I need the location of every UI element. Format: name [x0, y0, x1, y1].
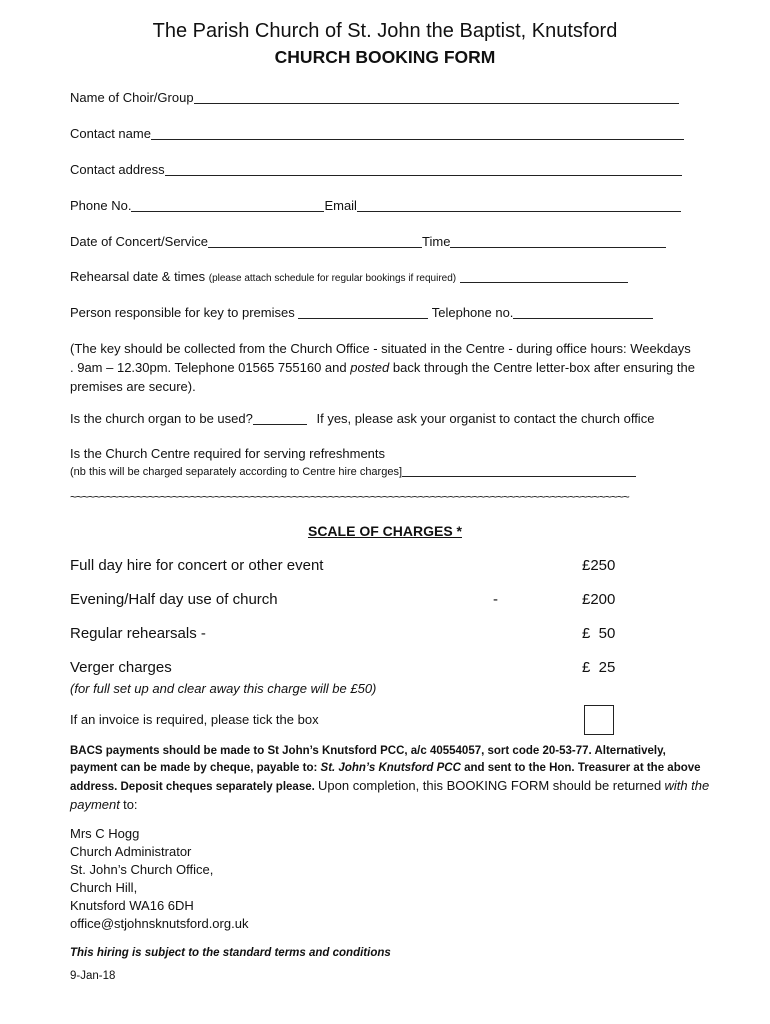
choir-group-field: [70, 90, 679, 105]
date-input[interactable]: [208, 234, 422, 248]
phone-label: Phone No.: [70, 198, 132, 213]
telephone-label: Telephone no.: [431, 305, 514, 320]
centre-note: (nb this will be charged separately according to Centre hire charges]: [70, 466, 403, 478]
address-line: St. John’s Church Office,: [70, 862, 214, 877]
choir-group-input[interactable]: [194, 90, 679, 104]
key-collection-note: (The key should be collected from the Church Office - situated in the Centre - during office hours: Weekdays . 9am – 12.30pm. Telephone 01565 755160 and posted back through the Centre letter-box after ensuring the premises are secure).: [70, 341, 695, 394]
contact-address-input[interactable]: [165, 162, 682, 176]
date-time-field: [70, 234, 666, 249]
time-label: Time: [422, 234, 451, 249]
address-line: Church Hill,: [70, 880, 138, 895]
form-title: CHURCH BOOKING FORM: [274, 47, 496, 67]
key-person-field: [70, 305, 653, 320]
contact-name-input[interactable]: [151, 126, 684, 140]
charge-price-evening: £200: [582, 591, 616, 608]
contact-address-label: Contact address: [70, 162, 165, 177]
choir-group-label: Name of Choir/Group: [70, 90, 194, 105]
verger-note: (for full set up and clear away this charge will be £50): [70, 681, 377, 696]
phone-email-field: [70, 198, 681, 213]
organ-followup: If yes, please ask your organist to contact the church office: [316, 411, 655, 426]
form-date: 9-Jan-18: [70, 970, 116, 982]
contact-address-field: [70, 162, 682, 177]
charge-dash-evening: -: [493, 591, 498, 608]
separator: ~~~~~~~~~~~~~~~~~~~~~~~~~~~~~~~~~~~~~~~~~~~~~~~~~~~~~~~~~~~~~~~~~~~~~~~~~~~~~~~~~~~~~~~~~~~~~: [70, 490, 629, 504]
phone-input[interactable]: [131, 198, 324, 212]
organ-question: [70, 411, 654, 426]
organ-label: Is the church organ to be used?: [70, 411, 253, 426]
address-line: Mrs C Hogg: [70, 826, 140, 841]
charge-price-full-day: £250: [582, 557, 616, 574]
key-person-label: Person responsible for key to premises: [70, 305, 295, 320]
centre-input[interactable]: [402, 465, 636, 477]
church-name: The Parish Church of St. John the Baptist, Knutsford: [152, 20, 618, 42]
organ-input[interactable]: [253, 411, 307, 425]
bacs-payment-info: BACS payments should be made to St John’s Knutsford PCC, a/c 40554057, sort code 20-53-77. Alternatively, payment can be made by cheque, payable to: St. John’s Knutsford PCC and sent to the Hon. Treasurer at the above address. Deposit cheques separately please. Upon completion, this BOOKING FORM should be returned with the payment to:: [70, 745, 710, 812]
rehearsal-input[interactable]: [460, 272, 628, 283]
email-label: Email: [324, 198, 357, 213]
charge-label-rehearsals: Regular rehearsals -: [70, 625, 206, 642]
time-input[interactable]: [450, 234, 666, 248]
contact-name-field: [70, 126, 684, 141]
scale-of-charges-title: SCALE OF CHARGES *: [307, 523, 462, 539]
terms-note: This hiring is subject to the standard terms and conditions: [70, 947, 391, 959]
rehearsal-field: [70, 269, 628, 284]
contact-name-label: Contact name: [70, 126, 151, 141]
address-line: Knutsford WA16 6DH: [70, 898, 194, 913]
centre-question: Is the Church Centre required for serving refreshments: [70, 446, 386, 461]
charge-label-full-day: Full day hire for concert or other event: [70, 557, 324, 574]
centre-note-field: [70, 465, 636, 478]
address-line: Church Administrator: [70, 844, 192, 859]
date-label: Date of Concert/Service: [70, 234, 209, 249]
telephone-input[interactable]: [513, 305, 653, 319]
key-person-input[interactable]: [298, 305, 428, 319]
charge-label-verger: Verger charges: [70, 659, 172, 676]
email-input[interactable]: [357, 198, 681, 212]
charge-price-rehearsals: £ 50: [582, 625, 616, 642]
return-address: [70, 825, 248, 933]
rehearsal-note: (please attach schedule for regular bookings if required): [208, 273, 457, 284]
charge-price-verger: £ 25: [582, 659, 616, 676]
invoice-label: If an invoice is required, please tick the box: [70, 712, 319, 727]
rehearsal-label: Rehearsal date & times: [70, 269, 206, 284]
charge-label-evening: Evening/Half day use of church: [70, 591, 278, 608]
address-email: office@stjohnsknutsford.org.uk: [70, 916, 249, 931]
invoice-checkbox[interactable]: [584, 705, 614, 735]
